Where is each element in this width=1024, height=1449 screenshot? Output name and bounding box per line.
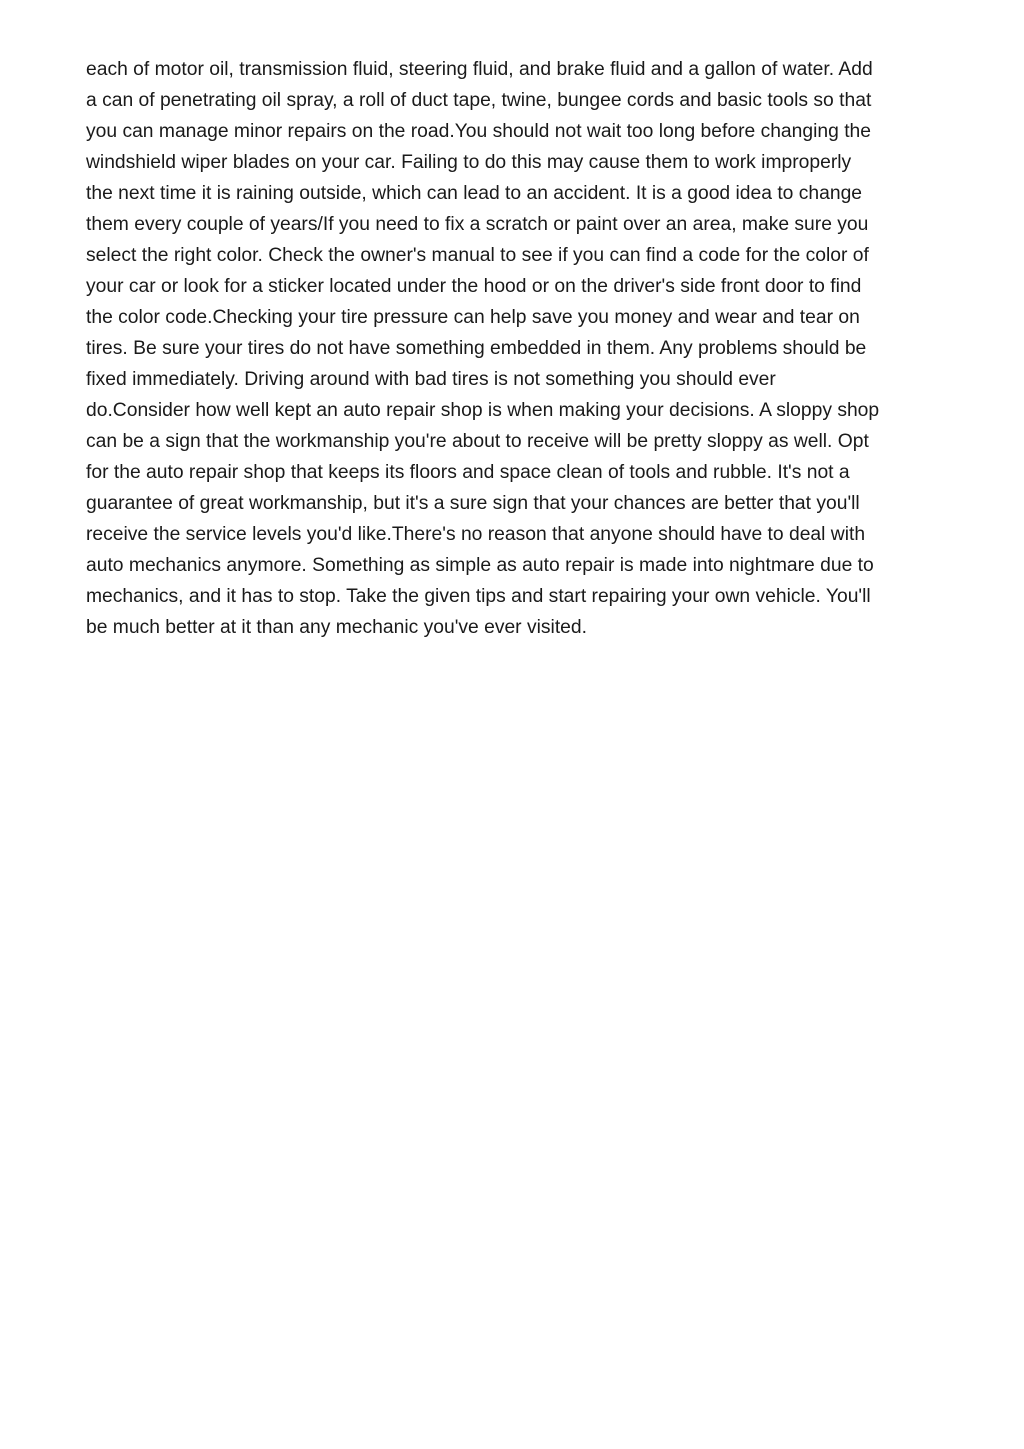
text-line: windshield wiper blades on your car. Failing to do this may cause them to work improperly (86, 152, 852, 173)
text-line: tires. Be sure your tires do not have something embedded in them. Any problems should be (86, 338, 867, 359)
text-line: receive the service levels you'd like.There's no reason that anyone should have to deal with (86, 524, 866, 545)
text-line: each of motor oil, transmission fluid, steering fluid, and brake fluid and a gallon of water. Add (86, 59, 873, 80)
text-line: fixed immediately. Driving around with bad tires is not something you should ever (86, 369, 776, 390)
text-line: auto mechanics anymore. Something as simple as auto repair is made into nightmare due to (86, 555, 874, 576)
text-line: guarantee of great workmanship, but it's a sure sign that your chances are better that you'll (86, 493, 860, 514)
text-line: be much better at it than any mechanic you've ever visited. (86, 617, 587, 638)
text-line: a can of penetrating oil spray, a roll of duct tape, twine, bungee cords and basic tools so that (86, 90, 872, 111)
text-line: the color code.Checking your tire pressure can help save you money and wear and tear on (86, 307, 860, 328)
text-line: them every couple of years/If you need to fix a scratch or paint over an area, make sure you (86, 214, 869, 235)
text-line: mechanics, and it has to stop. Take the given tips and start repairing your own vehicle. You'll (86, 586, 871, 607)
body-paragraph (86, 54, 946, 643)
text-line: your car or look for a sticker located under the hood or on the driver's side front door to find (86, 276, 862, 297)
text-line: you can manage minor repairs on the road.You should not wait too long before changing the (86, 121, 871, 142)
text-line: for the auto repair shop that keeps its floors and space clean of tools and rubble. It's not a (86, 462, 850, 483)
text-line: can be a sign that the workmanship you're about to receive will be pretty sloppy as well. Opt (86, 431, 869, 452)
text-line: do.Consider how well kept an auto repair shop is when making your decisions. A sloppy shop (86, 400, 880, 421)
text-line: the next time it is raining outside, which can lead to an accident. It is a good idea to change (86, 183, 863, 204)
text-line: select the right color. Check the owner's manual to see if you can find a code for the color of (86, 245, 869, 266)
